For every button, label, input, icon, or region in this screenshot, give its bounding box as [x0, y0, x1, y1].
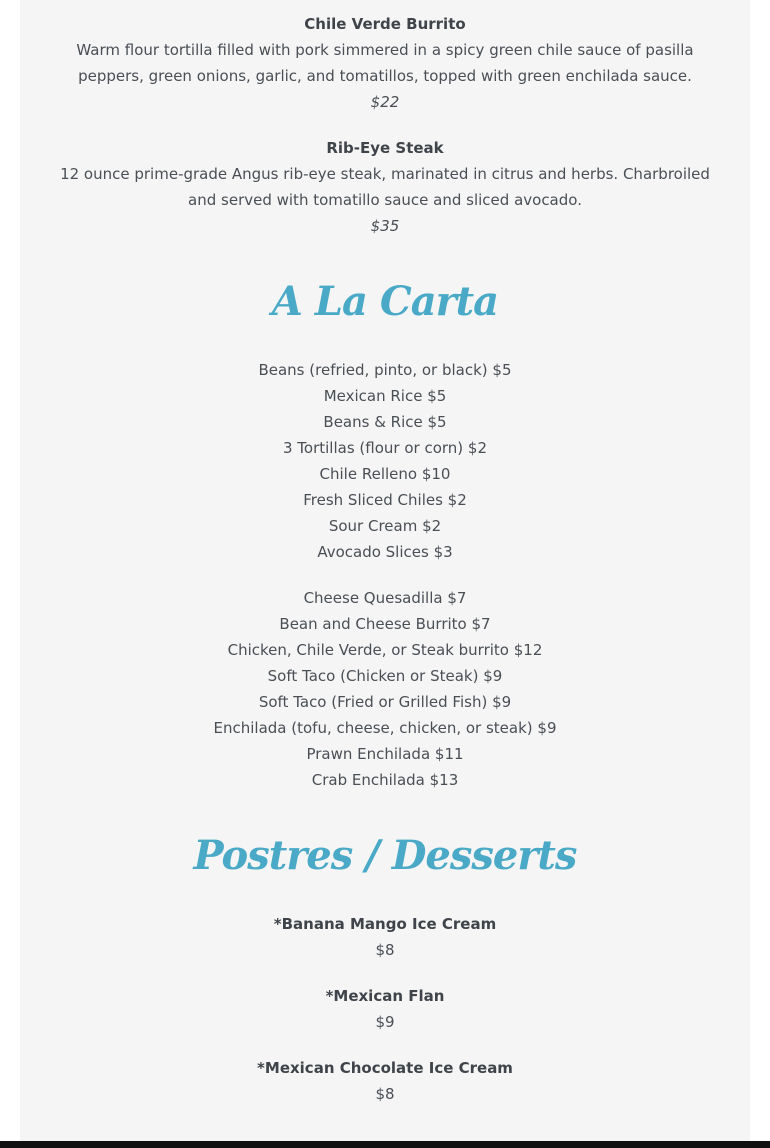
menu-item — [20, 135, 750, 239]
dessert-price: $9 — [375, 1013, 395, 1031]
list-item: Soft Taco (Chicken or Steak) $9 — [267, 667, 503, 685]
list-item: Avocado Slices $3 — [317, 543, 453, 561]
item-name: Rib-Eye Steak — [326, 139, 444, 157]
item-description: Warm flour tortilla filled with pork simmered in a spicy green chile sauce of pasilla peppers, green onions, garlic, and tomatillos, topped with green enchilada sauce. — [76, 41, 694, 85]
item-price: $35 — [370, 217, 400, 235]
list-item: Chile Relleno $10 — [319, 465, 451, 483]
dessert-price: $8 — [375, 1085, 395, 1103]
item-description: 12 ounce prime-grade Angus rib-eye steak, marinated in citrus and herbs. Charbroiled and served with tomatillo sauce and sliced avocado. — [60, 165, 710, 209]
menu-content — [20, 11, 750, 1127]
section-title-desserts: Postres / Desserts — [193, 832, 577, 879]
a-la-carta-mains-list — [20, 585, 750, 793]
list-item: Chicken, Chile Verde, or Steak burrito $12 — [227, 641, 543, 659]
item-price: $22 — [370, 93, 400, 111]
dessert-price: $8 — [375, 941, 395, 959]
menu-item — [20, 11, 750, 115]
dessert-item — [20, 983, 750, 1035]
list-item: Prawn Enchilada $11 — [306, 745, 464, 763]
list-item: Crab Enchilada $13 — [311, 771, 459, 789]
dessert-item — [20, 1055, 750, 1107]
footer-bar — [0, 1141, 770, 1148]
list-item: Sour Cream $2 — [328, 517, 442, 535]
dessert-name: *Mexican Flan — [325, 987, 445, 1005]
list-item: Cheese Quesadilla $7 — [303, 589, 467, 607]
list-item: Mexican Rice $5 — [323, 387, 447, 405]
list-item: Enchilada (tofu, cheese, chicken, or steak) $9 — [213, 719, 557, 737]
section-title-a-la-carta: A La Carta — [271, 278, 499, 325]
a-la-carta-sides-list — [20, 357, 750, 565]
item-name: Chile Verde Burrito — [304, 15, 466, 33]
dessert-item — [20, 911, 750, 963]
dessert-name: *Banana Mango Ice Cream — [273, 915, 497, 933]
list-item: Bean and Cheese Burrito $7 — [279, 615, 491, 633]
list-item: Beans (refried, pinto, or black) $5 — [258, 361, 512, 379]
list-item: Fresh Sliced Chiles $2 — [303, 491, 467, 509]
dessert-name: *Mexican Chocolate Ice Cream — [257, 1059, 513, 1077]
list-item: Soft Taco (Fried or Grilled Fish) $9 — [258, 693, 512, 711]
list-item: 3 Tortillas (flour or corn) $2 — [282, 439, 487, 457]
list-item: Beans & Rice $5 — [323, 413, 447, 431]
